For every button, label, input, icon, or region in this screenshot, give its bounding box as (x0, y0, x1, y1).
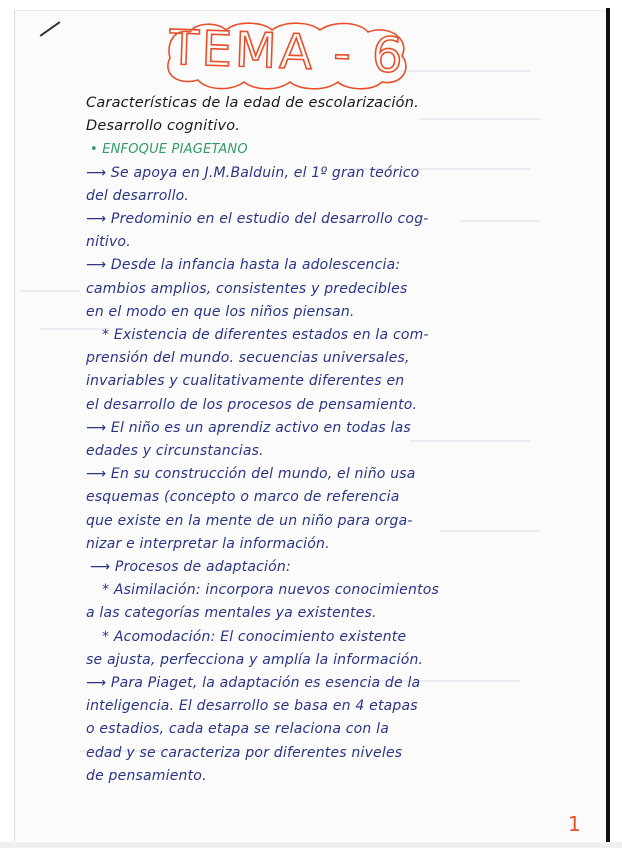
page-number: 1 (568, 812, 581, 836)
note-line: en el modo en que los niños piensan. (86, 303, 355, 320)
title-text: TEMA - 6 (168, 19, 407, 85)
note-line: edad y se caracteriza por diferentes niveles (86, 744, 403, 761)
scan-edge-shadow (606, 8, 610, 844)
note-line: cambios amplios, consistentes y predecibles (86, 280, 408, 297)
note-line: ⟶ Para Piaget, la adaptación es esencia de la (86, 675, 421, 692)
note-line: ⟶ Procesos de adaptación: (90, 559, 291, 576)
note-line: de pensamiento. (86, 767, 207, 784)
note-line: ⟶ En su construcción del mundo, el niño usa (86, 466, 416, 483)
heading-line: Características de la edad de escolarización. (86, 95, 419, 111)
scan-bottom-margin (0, 842, 622, 848)
note-line: invariables y cualitativamente diferentes en (86, 373, 405, 390)
note-line: nizar e interpretar la información. (86, 535, 330, 552)
heading-line: Desarrollo cognitivo. (86, 118, 241, 135)
note-line: esquemas (concepto o marco de referencia (86, 489, 400, 506)
note-line: * Existencia de diferentes estados en la com- (102, 327, 429, 344)
note-line: a las categorías mentales ya existentes. (86, 605, 377, 622)
note-line: se ajusta, perfecciona y amplía la información. (86, 651, 424, 668)
note-line: nitivo. (86, 234, 131, 251)
note-line: ⟶ Se apoya en J.M.Balduin, el 1º gran teórico (86, 164, 420, 181)
note-line: que existe en la mente de un niño para orga- (86, 512, 413, 529)
note-line: del desarrollo. (86, 187, 190, 204)
note-line: ⟶ Predominio en el estudio del desarrollo cog- (86, 211, 429, 228)
note-line: inteligencia. El desarrollo se basa en 4 etapas (86, 698, 418, 715)
note-line: prensión del mundo. secuencias universales, (86, 350, 410, 367)
note-line: ⟶ Desde la infancia hasta la adolescencia: (86, 257, 401, 274)
note-line: o estadios, cada etapa se relaciona con la (86, 721, 390, 738)
note-line: edades y circunstancias. (86, 443, 264, 460)
note-line: * Acomodación: El conocimiento existente (102, 628, 407, 645)
section-label: • ENFOQUE PIAGETANO (90, 142, 248, 158)
note-line: * Asimilación: incorpora nuevos conocimientos (102, 582, 440, 599)
note-line: el desarrollo de los procesos de pensamiento. (86, 396, 418, 413)
note-line: ⟶ El niño es un aprendiz activo en todas las (86, 419, 411, 436)
notes-body (86, 92, 546, 788)
topic-title (160, 18, 415, 92)
